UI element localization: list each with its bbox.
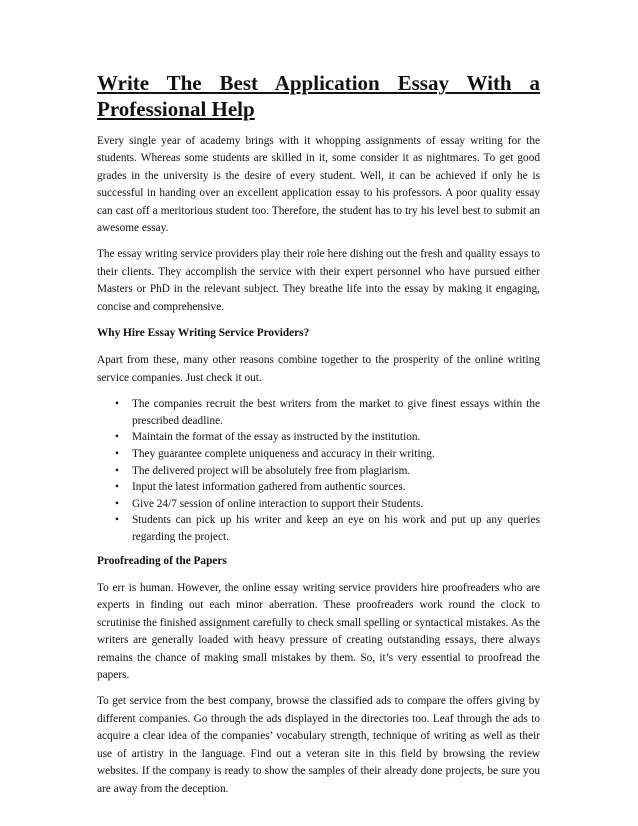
list-item-text: Students can pick up his writer and keep an eye on his work and put up any queries regarding the project.: [132, 514, 540, 544]
bullet-icon: •: [115, 464, 119, 477]
intro-paragraph-1: Every single year of academy brings with it whopping assignments of essay writing for the students. Whereas some students are skilled in it, some consider it as nightmares. To get good grades in the university is the desire of every student. Well, it can be achieved if only he is successful in handing over an excellent application essay to his professors. A poor quality essay can cast off a meritorious student too. Therefore, the student has to try his level best to submit an awesome essay.: [97, 135, 540, 235]
list-item-text: The delivered project will be absolutely free from plagiarism.: [132, 464, 411, 477]
list-item: [97, 479, 540, 496]
bullet-icon: •: [115, 514, 119, 527]
list-item: [97, 463, 540, 480]
bullet-icon: •: [115, 448, 119, 461]
bullet-icon: •: [115, 497, 119, 510]
bullet-icon: •: [115, 398, 119, 411]
proofreading-paragraph-1: To err is human. However, the online essay writing service providers hire proofreaders who are experts in finding out each minor aberration. These proofreaders work round the clock to scrutinise the finished assignment carefully to check small spelling or syntactical mistakes. As the writers are generally loaded with heavy pressure of creating outstanding essays, there always remains the chance of making small mistakes by them. So, it’s very essential to proofread the papers.: [97, 582, 540, 682]
list-item-text: Input the latest information gathered from authentic sources.: [132, 481, 406, 494]
list-item: [97, 512, 540, 545]
why-hire-paragraph: Apart from these, many other reasons combine together to the prosperity of the online writing service companies. Just check it out.: [97, 354, 540, 384]
list-item-text: Maintain the format of the essay as instructed by the institution.: [132, 431, 421, 444]
list-item: [97, 396, 540, 429]
document-title: [97, 70, 540, 122]
document-page: [97, 70, 540, 807]
heading-proofreading: Proofreading of the Papers: [97, 554, 227, 567]
list-item-text: Give 24/7 session of online interaction to support their Students.: [132, 497, 424, 510]
list-item-text: They guarantee complete uniqueness and accuracy in their writing.: [132, 448, 435, 461]
bullet-icon: •: [115, 431, 119, 444]
title-line-1: Write The Best Application Essay With a: [97, 71, 540, 95]
bullet-icon: •: [115, 481, 119, 494]
list-item: [97, 496, 540, 513]
list-item: [97, 446, 540, 463]
title-line-2: Professional Help: [97, 97, 255, 121]
reasons-list: [97, 396, 540, 545]
heading-why-hire: Why Hire Essay Writing Service Providers?: [97, 327, 310, 340]
intro-paragraph-2: The essay writing service providers play their role here dishing out the fresh and quality essays to their clients. They accomplish the service with their expert personnel who have pursued either Masters or PhD in the relevant subject. They breathe life into the essay by making it engaging, concise and comprehensive.: [97, 248, 540, 313]
list-item: [97, 429, 540, 446]
list-item-text: The companies recruit the best writers from the market to give finest essays within the prescribed deadline.: [132, 398, 540, 427]
proofreading-paragraph-2: To get service from the best company, browse the classified ads to compare the offers giving by different companies. Go through the ads displayed in the directories too. Leaf through the ads to acquire a clear idea of the companies’ vocabulary strength, technique of writing as well as their use of artistry in the language. Find out a veteran site in this field by browsing the review websites. If the company is ready to show the samples of their already done projects, be sure you are away from the deception.: [97, 695, 540, 795]
